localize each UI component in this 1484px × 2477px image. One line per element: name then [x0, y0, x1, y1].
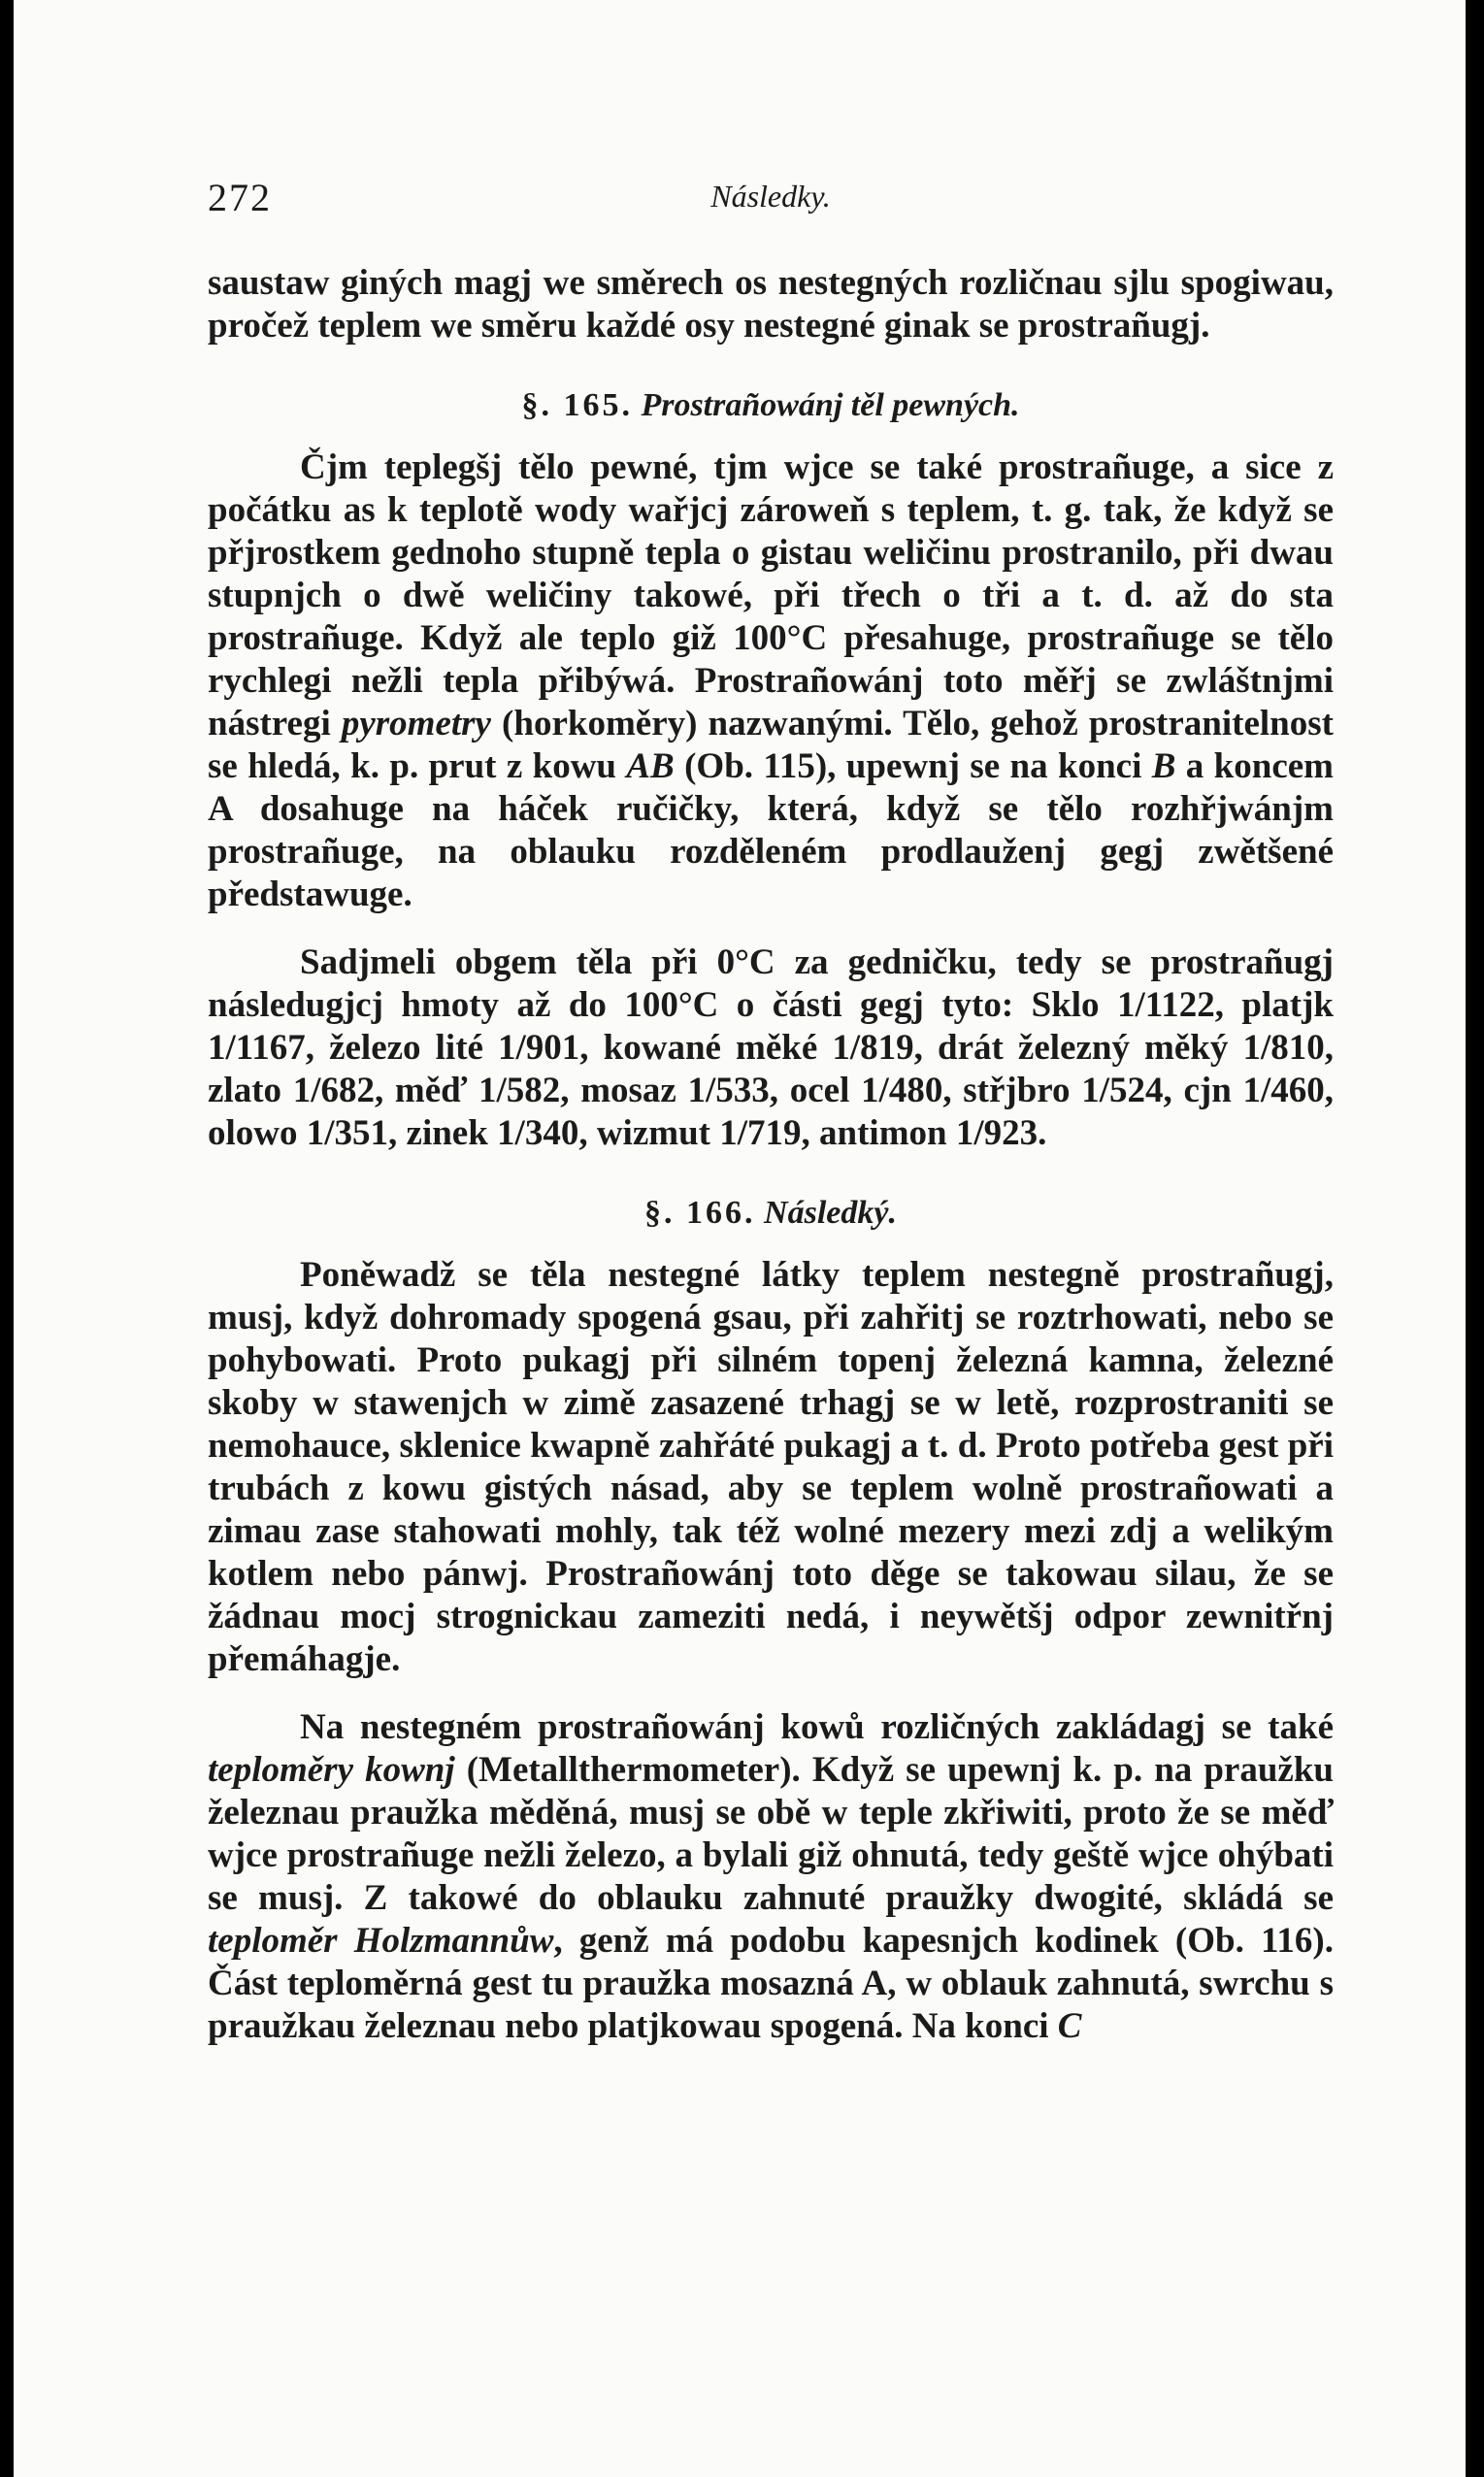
page-header	[208, 175, 1334, 223]
text-run: a koncem A dosahuge na háček ručičky, která, když se tělo rozhřjwánjm prostrañuge, na oblauku rozděleném prodlauženj gegj zwětšené předstawuge.	[208, 746, 1334, 914]
text-run: (Ob. 115), upewnj se na konci	[674, 746, 1152, 786]
paragraph: Poněwadž se těla nestegné látky teplem nestegně prostrañugj, musj, když dohromady spogená gsau, při zahřitj se roztrhowati, nebo se pohybowati. Proto pukagj při silném topenj železná kamna, železné skoby w stawenjch w zimě zasazené trhagj se w letě, rozprostraniti se nemohauce, sklenice kwapně zahřáté pukagj a t. d. Proto potřeba gest při trubách z kowu gistých násad, aby se teplem wolně prostrañowati a zimau zase stahowati mohly, tak též wolné mezery mezi zdj a welikým kotlem nebo pánwj. Prostrañowánj toto děge se takowau silau, že se žádnau mocj strognickau zameziti nedá, i neywětšj odpor zewnitřnj přemáhagje.	[208, 1255, 1334, 1679]
running-title: Následky.	[710, 179, 831, 214]
emphasis: AB	[626, 746, 675, 786]
paragraph: saustaw giných magj we směrech os nestegných rozličnau sjlu spogiwau, pročež teplem we směru každé osy nestegné ginak se prostrañugj.	[208, 263, 1334, 346]
emphasis: C	[1057, 2006, 1082, 2046]
paragraph: Sadjmeli obgem těla při 0°C za gedničku, tedy se prostrañugj následugjcj hmoty až do 100°C o části gegj tyto: Sklo 1/1122, platjk 1/1167, železo lité 1/901, kowané měké 1/819, drát železný měký 1/810, zlato 1/682, měď 1/582, mosaz 1/533, ocel 1/480, střjbro 1/524, cjn 1/460, olowo 1/351, zinek 1/340, wizmut 1/719, antimon 1/923.	[208, 942, 1334, 1153]
section-number: §. 166.	[644, 1195, 756, 1231]
text-run: (horkoměry) nazwanými. Tělo, gehož prostranitelnost se hledá, k. p. prut z kowu	[208, 704, 1334, 786]
text-run: (Metallthermometer). Když se upewnj k. p. na praužku železnau praužka měděná, musj se obě w teple zkřiwiti, proto že se měď wjce prostrañuge nežli železo, a bylali giž ohnutá, tedy geště wjce ohýbati se musj. Z takowé do oblauku zahnuté praužky dwogité, skládá se	[208, 1750, 1335, 1918]
emphasis: pyrometry	[341, 704, 491, 743]
book-page	[14, 0, 1466, 2477]
body-text	[208, 262, 1334, 2048]
emphasis: teploměry kownj	[208, 1750, 455, 1790]
text-run: Na nestegném prostrañowánj kowů rozličných zakládagj se také	[300, 1707, 1334, 1747]
emphasis: teploměr Holzmannůw	[208, 1921, 554, 1961]
section-heading-166	[208, 1192, 1334, 1235]
paragraph	[208, 1706, 1334, 2048]
text-run: , genž má podobu kapesnjch kodinek (Ob. 116). Část teploměrná gest tu praužka mosazná A, w oblauk zahnutá, swrchu s praužkau železnau nebo platjkowau spogená. Na konci	[208, 1921, 1334, 2046]
section-title: Následký.	[764, 1195, 897, 1231]
page-number: 272	[208, 176, 272, 219]
emphasis: B	[1151, 746, 1176, 786]
section-heading-165	[208, 384, 1334, 427]
text-run: Čjm teplegšj tělo pewné, tjm wjce se také prostrañuge, a sice z počátku as k teplotě wody wařjcj zároweň s teplem, t. g. tak, že když se přjrostkem gednoho stupně tepla o gistau weličinu prostranilo, při dwau stupnjch o dwě weličiny takowé, při třech o tři a t. d. až do sta prostrañuge. Když ale teplo giž 100°C přesahuge, prostrañuge se tělo rychlegi nežli tepla přibýwá. Prostrañowánj toto měřj se zwláštnjmi nástregi	[208, 447, 1334, 743]
paragraph	[208, 446, 1334, 916]
section-number: §. 165.	[521, 387, 633, 423]
section-title: Prostrañowánj těl pewných.	[641, 387, 1020, 423]
